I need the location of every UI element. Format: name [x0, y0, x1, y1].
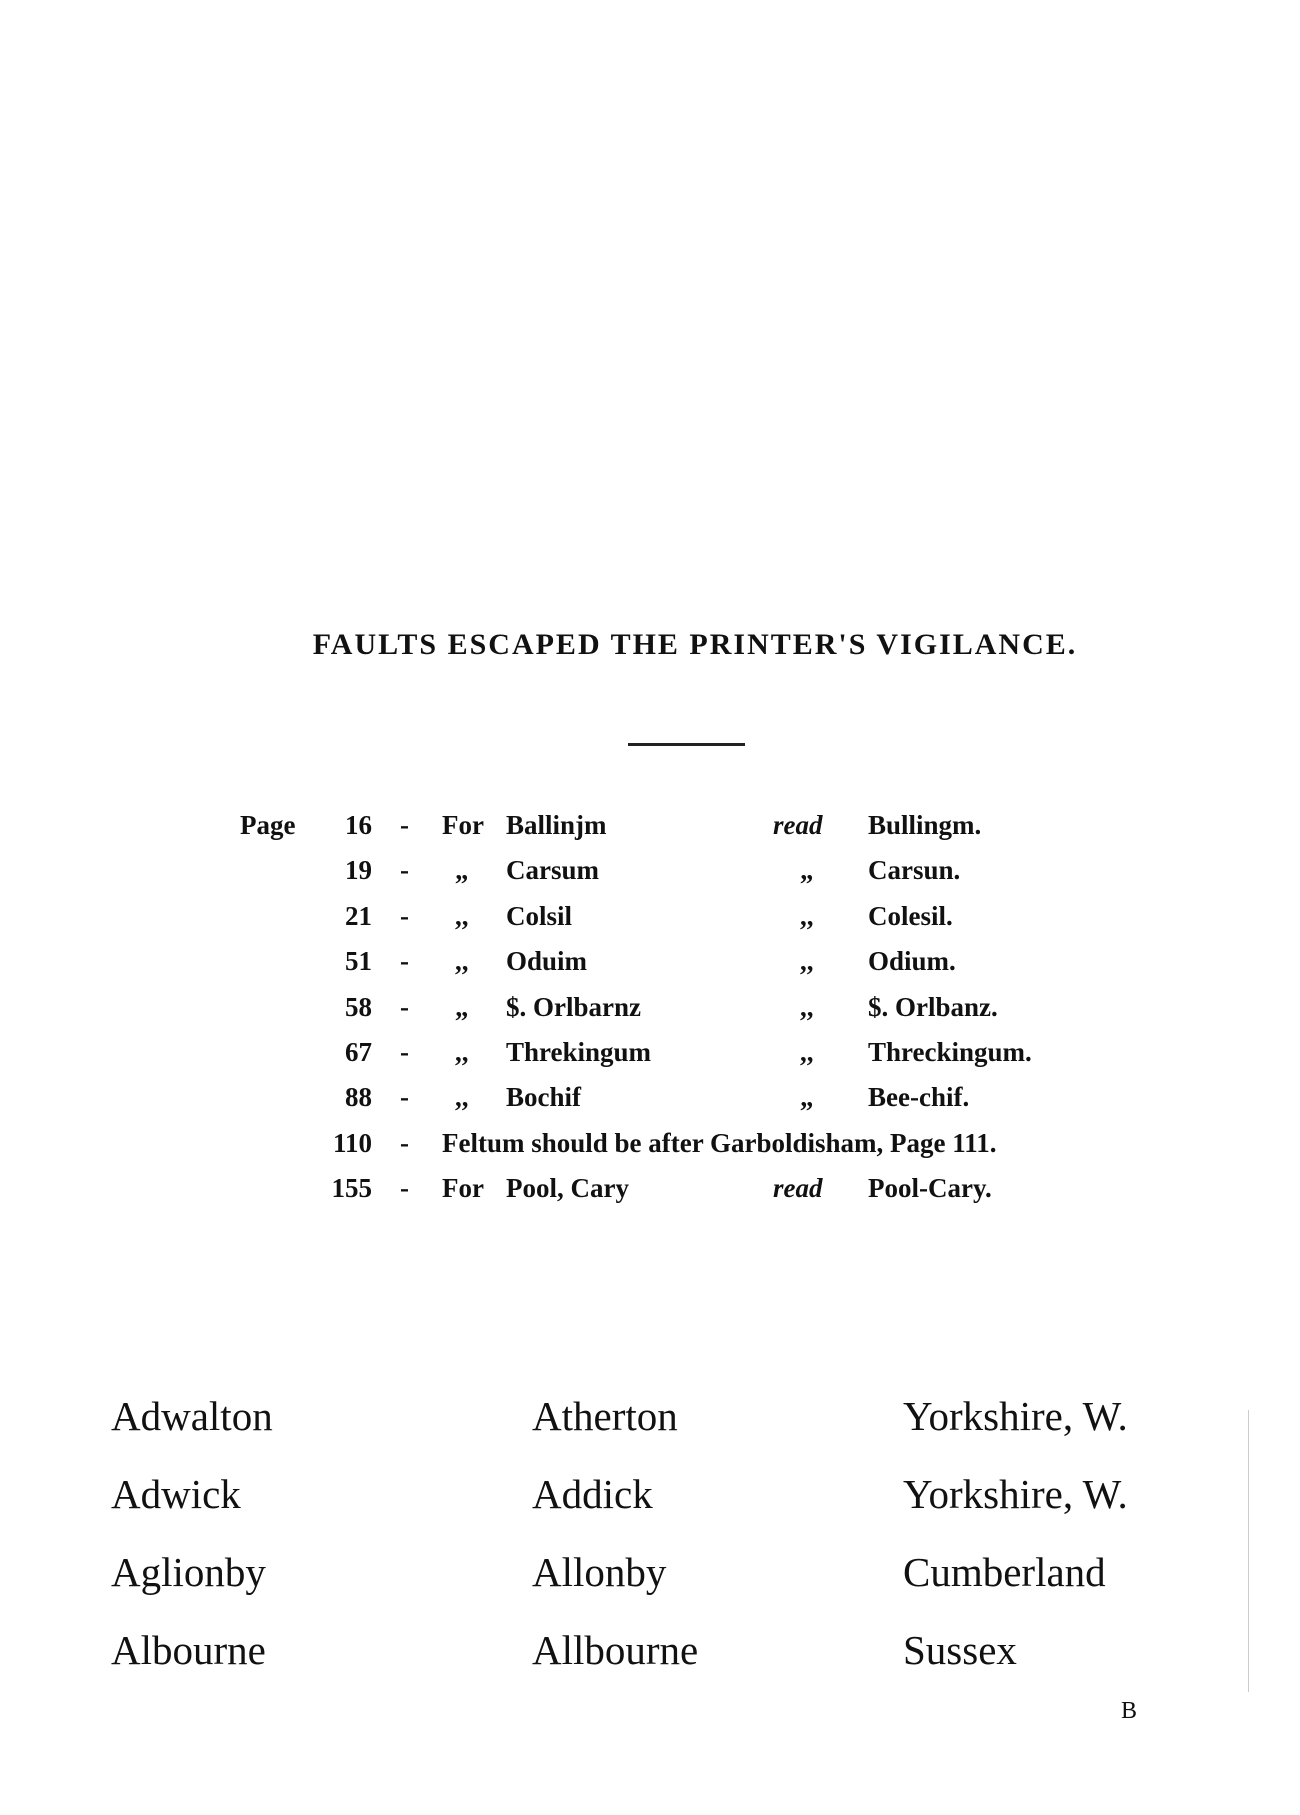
surname-cell: Aglionby — [111, 1549, 266, 1595]
place-cell: Allbourne — [532, 1627, 699, 1673]
page-number: 155 — [331, 1173, 372, 1204]
correct-spelling: Carsun. — [868, 855, 961, 886]
read-word: read — [773, 810, 823, 840]
county-cell: Sussex — [903, 1627, 1017, 1673]
wrong-spelling: $. Orlbarnz — [506, 991, 641, 1022]
correct-spelling: Bullingm. — [868, 810, 982, 840]
page-label: Page — [240, 810, 296, 840]
dash: - — [400, 900, 409, 931]
errata-row — [0, 1128, 1300, 1173]
county-cell: Cumberland — [903, 1549, 1106, 1595]
place-cell: Atherton — [532, 1393, 678, 1439]
ditto-mark: ,, — [455, 1036, 469, 1067]
ditto-mark: ,, — [800, 991, 814, 1022]
wrong-spelling: Threkingum — [506, 1036, 652, 1067]
dash: - — [400, 1173, 409, 1204]
page-number: 67 — [345, 1036, 372, 1067]
surname-cell: Adwalton — [111, 1393, 273, 1439]
correct-spelling: Odium. — [868, 946, 956, 977]
read-word: read — [773, 1173, 823, 1204]
ditto-mark: „ — [455, 991, 469, 1022]
ditto-mark: „ — [455, 855, 469, 886]
correct-spelling: Bee-chif. — [868, 1082, 970, 1113]
wrong-spelling: Colsil — [506, 900, 573, 931]
surname-cell: Adwick — [111, 1471, 241, 1517]
errata-row — [0, 901, 1300, 946]
ditto-mark: „ — [800, 1082, 814, 1113]
table-row — [0, 1470, 1300, 1548]
correct-spelling: $. Orlbanz. — [868, 991, 998, 1022]
page-number: 110 — [332, 1127, 372, 1158]
ditto-mark: ,, — [455, 1082, 469, 1113]
dash: - — [400, 855, 409, 886]
dash: - — [400, 991, 409, 1022]
errata-note: Feltum should be after Garboldisham, Page 111. — [442, 1127, 997, 1158]
surname-cell: Albourne — [111, 1627, 266, 1673]
dash: - — [400, 1127, 409, 1158]
page-number: 19 — [345, 855, 372, 886]
place-name-table — [0, 1392, 1300, 1704]
errata-row — [0, 1173, 1300, 1218]
dash: - — [400, 946, 409, 977]
correct-spelling: Threckingum. — [868, 1036, 1032, 1067]
errata-list — [0, 810, 1300, 1219]
wrong-spelling: Ballinjm — [506, 810, 607, 840]
table-row — [0, 1392, 1300, 1470]
wrong-spelling: Bochif — [506, 1082, 582, 1113]
wrong-spelling: Pool, Cary — [506, 1173, 629, 1204]
errata-row — [0, 1037, 1300, 1082]
county-cell: Yorkshire, W. — [903, 1393, 1128, 1439]
dash: - — [400, 1082, 409, 1113]
page-number: 51 — [345, 946, 372, 977]
for-word: For — [442, 810, 484, 840]
errata-row — [0, 1082, 1300, 1127]
wrong-spelling: Carsum — [506, 855, 599, 886]
errata-row — [0, 810, 1300, 855]
page-edge-line — [1248, 1410, 1249, 1692]
table-row — [0, 1626, 1300, 1704]
ditto-mark: ,, — [455, 946, 469, 977]
correct-spelling: Pool-Cary. — [868, 1173, 992, 1204]
page-number: 21 — [345, 900, 372, 931]
signature-mark: B — [1121, 1698, 1138, 1724]
page-number: 16 — [345, 810, 372, 840]
errata-row — [0, 855, 1300, 900]
ditto-mark: ,, — [800, 1036, 814, 1067]
errata-row — [0, 946, 1300, 991]
errata-row — [0, 992, 1300, 1037]
place-cell: Addick — [532, 1471, 653, 1517]
table-row — [0, 1548, 1300, 1626]
ditto-mark: ,, — [800, 946, 814, 977]
ditto-mark: „ — [800, 855, 814, 886]
dash: - — [400, 810, 409, 840]
county-cell: Yorkshire, W. — [903, 1471, 1128, 1517]
dash: - — [400, 1036, 409, 1067]
for-word: For — [442, 1173, 484, 1204]
correct-spelling: Colesil. — [868, 900, 953, 931]
ditto-mark: ,, — [800, 900, 814, 931]
place-cell: Allonby — [532, 1549, 667, 1595]
errata-heading: FAULTS ESCAPED THE PRINTER'S VIGILANCE. — [312, 628, 1078, 661]
heading-rule — [628, 743, 745, 746]
page-number: 88 — [345, 1082, 372, 1113]
wrong-spelling: Oduim — [506, 946, 588, 977]
ditto-mark: ,, — [455, 900, 469, 931]
page-number: 58 — [345, 991, 372, 1022]
